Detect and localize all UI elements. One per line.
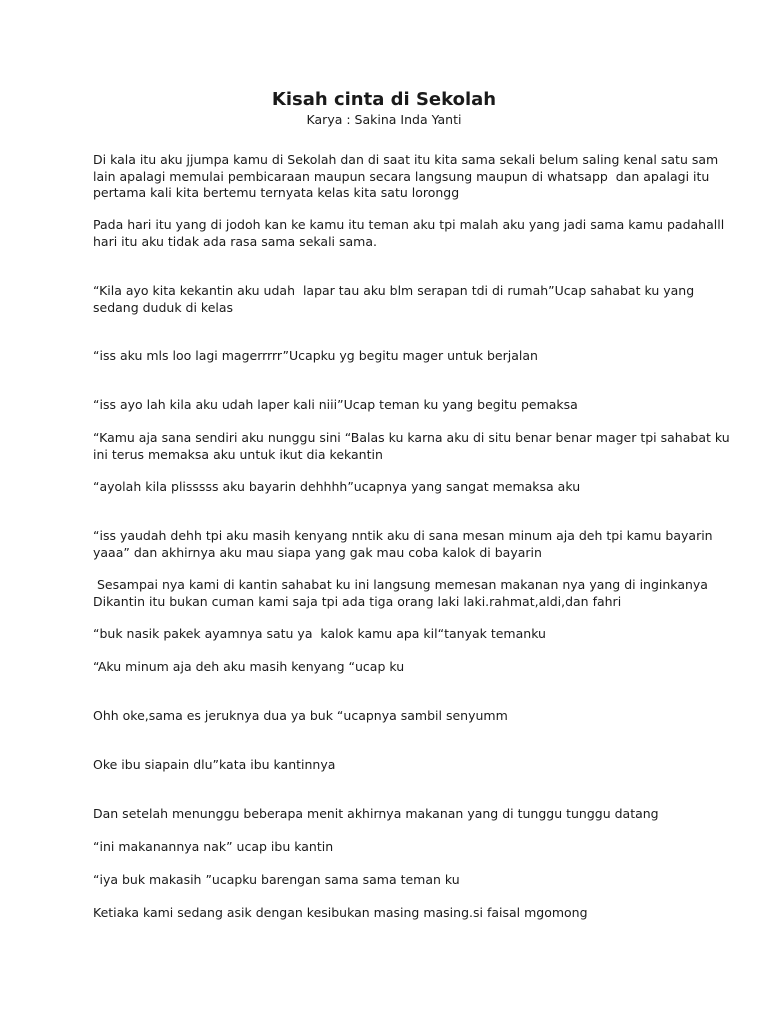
paragraph-17: Ketiaka kami sedang asik dengan kesibukan masing masing.si faisal mgomong	[93, 905, 588, 920]
document-title: Kisah cinta di Sekolah	[271, 89, 497, 110]
paragraph-15: “ini makanannya nak” ucap ibu kantin	[93, 839, 334, 854]
paragraph-1: Di kala itu aku jjumpa kamu di Sekolah dan di saat itu kita sama sekali belum saling kenal satu sam lain apalagi memulai pembicaraan maupun secara langsung maupun di whatsapp dan apalagi itu pertama kali kita bertemu ternyata kelas kita satu lorongg	[93, 152, 719, 200]
paragraph-14: Dan setelah menunggu beberapa menit akhirnya makanan yang di tunggu tunggu datang	[93, 806, 659, 821]
paragraph-16: “iya buk makasih ”ucapku barengan sama sama teman ku	[93, 872, 460, 887]
paragraph-6: “Kamu aja sana sendiri aku nunggu sini “Balas ku karna aku di situ benar benar mager tpi sahabat ku ini terus memaksa aku untuk ikut dia kekantin	[93, 430, 730, 462]
paragraph-10: “buk nasik pakek ayamnya satu ya kalok kamu apa kil“tanyak temanku	[93, 626, 546, 641]
paragraph-13: Oke ibu siapain dlu”kata ibu kantinnya	[93, 757, 336, 772]
paragraph-4: “iss aku mls loo lagi magerrrrr”Ucapku yg begitu mager untuk berjalan	[93, 348, 538, 363]
paragraph-8: “iss yaudah dehh tpi aku masih kenyang nntik aku di sana mesan minum aja deh tpi kamu bayarin yaaa” dan akhirnya aku mau siapa yang gak mau coba kalok di bayarin	[93, 528, 713, 560]
paragraph-3: “Kila ayo kita kekantin aku udah lapar tau aku blm serapan tdi di rumah”Ucap sahabat ku yang sedang duduk di kelas	[93, 283, 695, 315]
paragraph-11: “Aku minum aja deh aku masih kenyang “ucap ku	[93, 659, 405, 674]
paragraph-9: Sesampai nya kami di kantin sahabat ku ini langsung memesan makanan nya yang di inginkanya Dikantin itu bukan cuman kami saja tpi ada tiga orang laki laki.rahmat,aldi,dan fahri	[93, 577, 708, 609]
document-author: Karya : Sakina Inda Yanti	[306, 112, 462, 127]
paragraph-2: Pada hari itu yang di jodoh kan ke kamu itu teman aku tpi malah aku yang jadi sama kamu padahalll hari itu aku tidak ada rasa sama sekali sama.	[93, 217, 725, 249]
paragraph-5: “iss ayo lah kila aku udah laper kali niii”Ucap teman ku yang begitu pemaksa	[93, 397, 578, 412]
paragraph-7: “ayolah kila plisssss aku bayarin dehhhh”ucapnya yang sangat memaksa aku	[93, 479, 581, 494]
paragraph-12: Ohh oke,sama es jeruknya dua ya buk “ucapnya sambil senyumm	[93, 708, 508, 723]
